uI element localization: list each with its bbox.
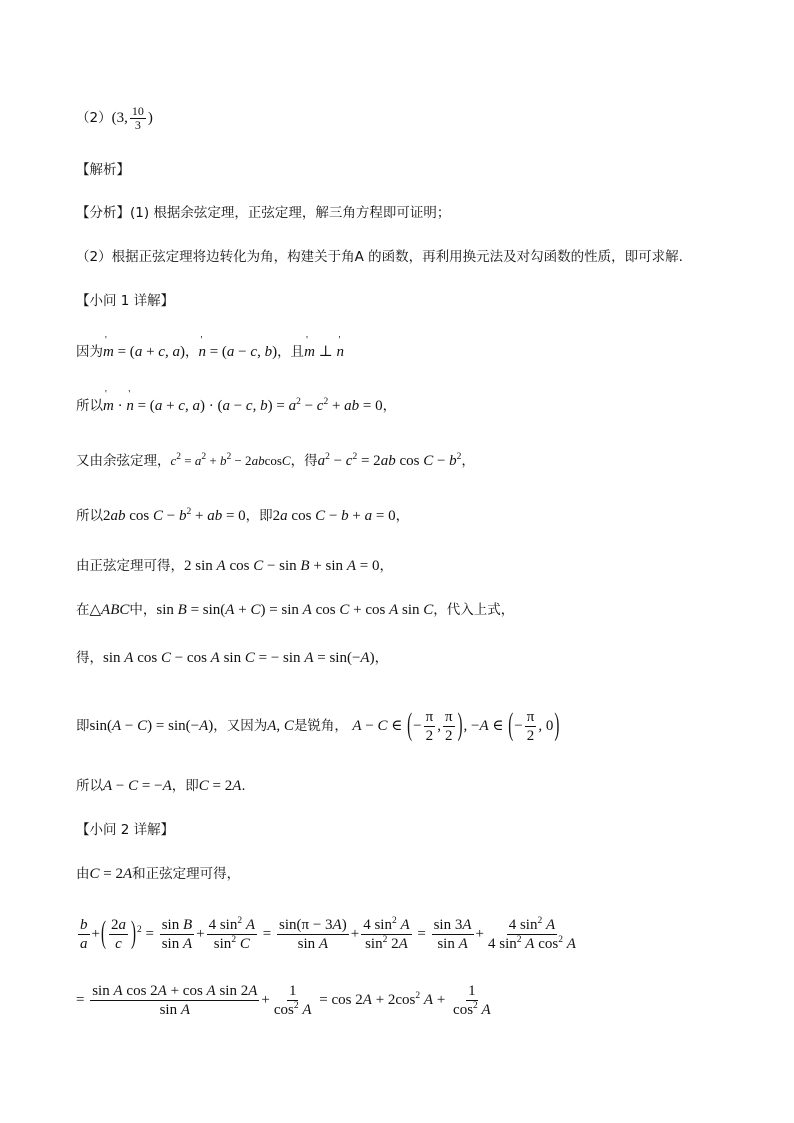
- formula-m-vector: ' m = (a + c, a): [103, 344, 185, 360]
- part2-answer: （2）(3, $\frac{10}{3}$ ): [76, 104, 153, 132]
- formula-step-7: sin A cos C − cos A sin C = − sin A = sin(−A): [103, 650, 375, 666]
- q1-title: 【小问 1 详解】: [76, 293, 175, 309]
- formula-dot-product: ' m · ' n = (a + c, a) · (a − c, $b) = a^2 - c^2$ + ab = 0: [103, 398, 383, 414]
- q1-line-5: 由正弦定理可得，2 sin A cos C − sin B + sin A = 0，: [76, 558, 393, 574]
- q1-line-2: 所以' m · ' n = (a + c, a) · (a − c, $b) = a^2 - c^2$ + ab = 0，: [76, 396, 396, 416]
- formula-n-vector: ' n = (a − c, b): [198, 344, 277, 360]
- q1-line-8: 即sin(A − C) = sin(−A)，又因为A, C是锐角， A − C ∈ (− $\frac{\pi}{2}$ , $\frac{\pi}{2}$ ), −A ∈ (− $\frac{\pi}{2}$ , 0): [76, 709, 560, 745]
- q1-line-4: 所以2ab $\cos C - b^2$ + ab = 0，即2a cos C − b + a = 0，: [76, 507, 410, 524]
- q1-line-1: 因为' m = (a + c, a)，' n = (a − c, b)，且' m ⊥ ' n: [76, 342, 344, 362]
- formula-step-9a: A − C = −A: [103, 778, 172, 794]
- q1-line-7: 得，sin A cos C − cos A sin C = − sin A = sin(−A)，: [76, 650, 389, 666]
- answer-fraction: $\frac{10}{3}$: [131, 104, 144, 132]
- q1-line-6: 在△ABC中，sin B = sin(A + C) = sin A cos C + cos A sin C，代入上式，: [76, 602, 515, 618]
- analysis-line-2: （2）根据正弦定理将边转化为角，构建关于角A 的函数，再利用换元法及对勾函数的性质，即可求解.: [76, 249, 683, 265]
- q1-line-3: 又由余弦定理，$c^2 = a^2 + b^2 - 2abcosC$，得$a^2 - c^2 = 2ab$ $\cos C - b^2$，: [76, 452, 475, 469]
- formula-step-4a: 2ab $\cos C - b^2$ + ab = 0: [103, 507, 246, 524]
- q2-title: 【小问 2 详解】: [76, 822, 175, 838]
- q2-equation-1: $\frac{b}{a}$ +( $\frac{2a}{c}$ )$^2$ = $\frac{\text{sin B}}{\text{sin A}}$ + $\frac{4 \sin^2 A}{\sin^2 C}$ = $\frac{\sin(\pi - 3A)}{\text{sin A}}$ + $\frac{4 \sin^2 A}{\sin^2 2A}$ = $\frac{\sin 3A}{\text{sin A}}$ + $\frac{4 \sin^2 A}{4 \sin^2 A \cos^2 A}$: [80, 916, 576, 953]
- formula-step-4b: 2a cos C − b + a = 0: [272, 508, 396, 524]
- formula-sine-law: 2 sin A cos C − sin B + sin A = 0: [184, 558, 380, 574]
- formula-sin-b: sin B = sin(A + C) = sin A cos C + cos A sin C: [156, 602, 434, 618]
- q2-line-1: 由C = 2A和正弦定理可得，: [76, 866, 241, 882]
- formula-perpendicular: ' m ⊥ ' n: [304, 344, 344, 360]
- formula-acute-angles: A, C: [267, 718, 294, 734]
- q1-line-9: 所以A − C = −A，即C = 2A.: [76, 778, 246, 794]
- formula-step-9b: C = 2A: [198, 778, 242, 794]
- formula-law-of-cosines: $c^2 = a^2 + b^2 - 2abcosC$: [170, 452, 291, 468]
- formula-step-8a: sin(A − C) = sin(−A): [89, 718, 214, 734]
- formula-c-eq-2a: C = 2A: [89, 866, 133, 882]
- section-title: 【解析】: [76, 162, 130, 178]
- analysis-line-1: 【分析】(1) 根据余弦定理，正弦定理，解三角方程即可证明；: [76, 205, 451, 221]
- q2-equation-2: = $\frac{\text{sin A cos 2A + cos A sin 2A}}{\text{sin A}}$ + $\frac{1}{\cos^2 A}$ = $\cos 2A + 2\cos^2$ A + $\frac{1}{\cos^2 A}$: [76, 983, 491, 1019]
- formula-cosine-result: $a^2 - c^2 = 2ab$ $\cos C - b^2$: [317, 452, 462, 469]
- formula-intervals: A − C ∈ (− $\frac{\pi}{2}$ , $\frac{\pi}{2}$ ), −A ∈ (− $\frac{\pi}{2}$ , 0): [352, 709, 560, 745]
- formula-triangle: △ABC: [89, 602, 130, 618]
